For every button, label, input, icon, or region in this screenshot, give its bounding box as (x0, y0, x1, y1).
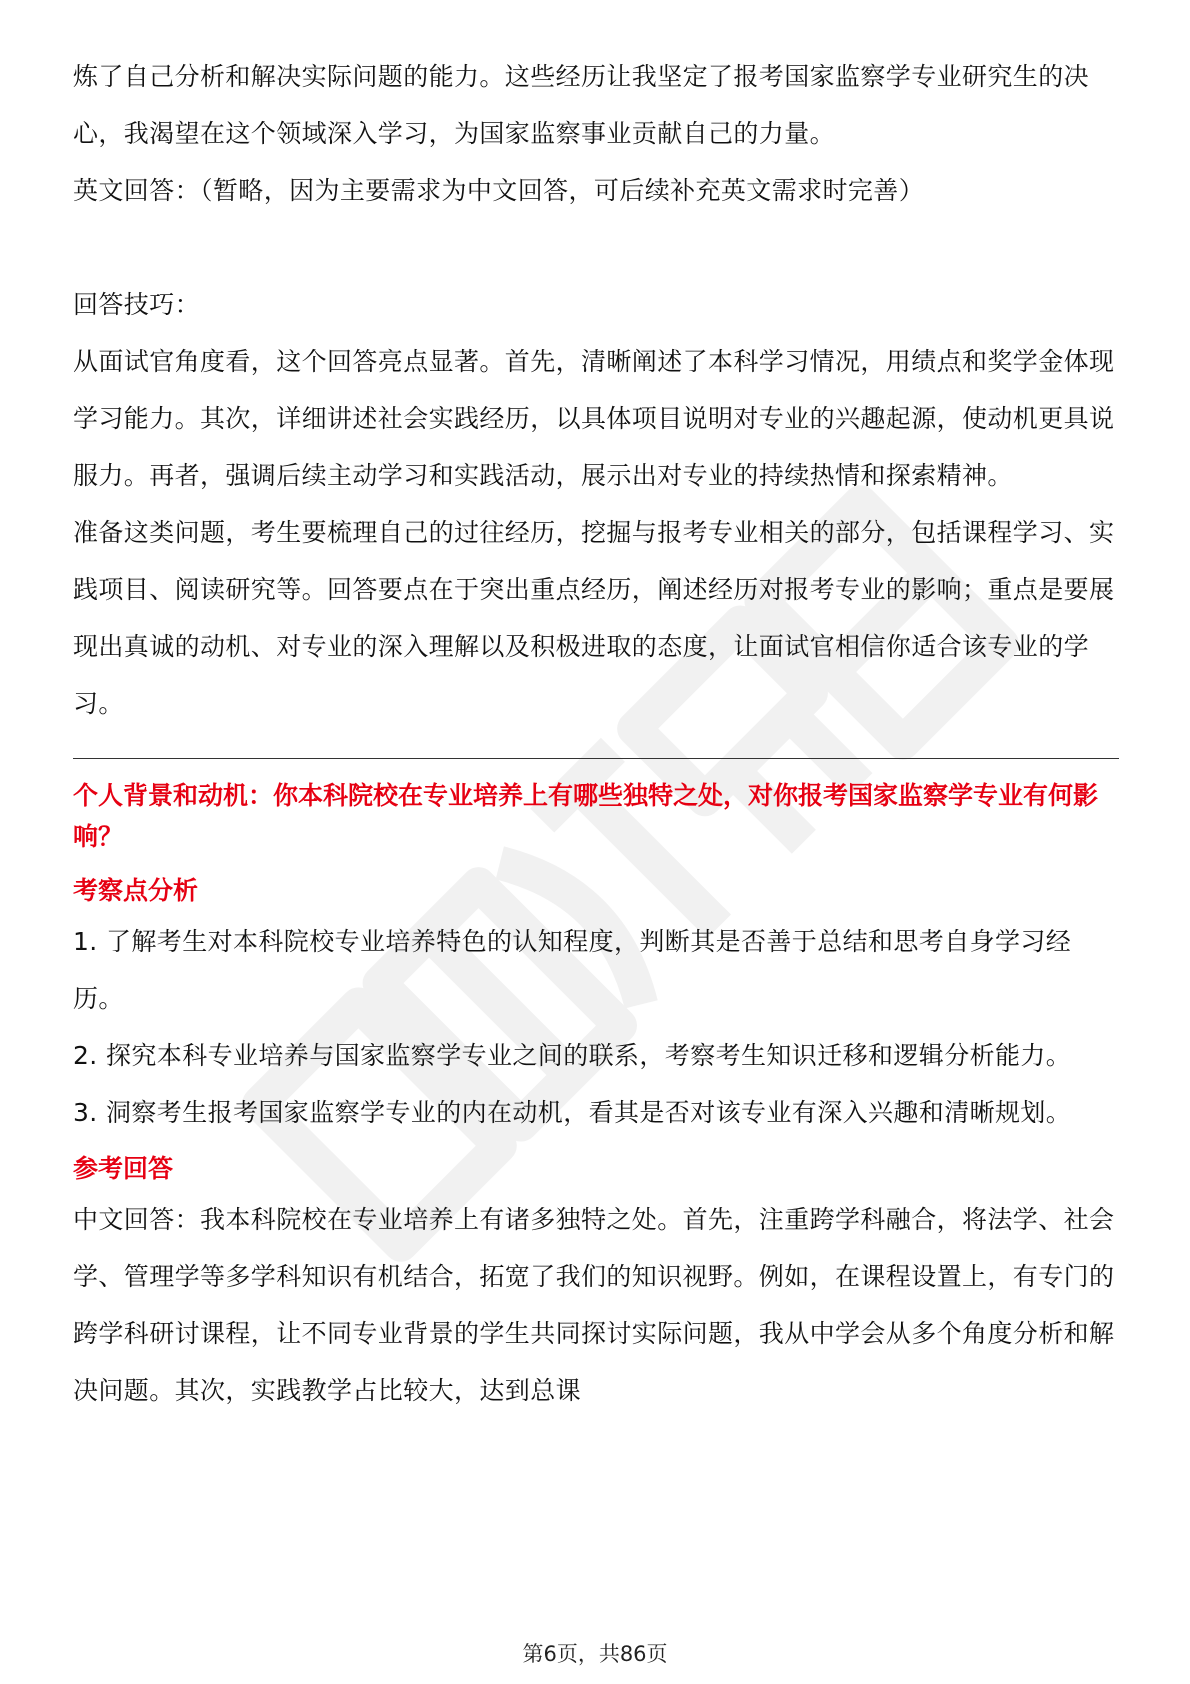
analysis-heading: 考察点分析 (73, 876, 199, 905)
section-divider (73, 758, 1119, 759)
answer-heading: 参考回答 (73, 1154, 174, 1183)
paragraph-english-answer: 英文回答：（暂略，因为主要需求为中文回答，可后续补充英文需求时完善） (73, 176, 925, 205)
tips-title: 回答技巧： (73, 290, 201, 319)
analysis-item-2: 2. 探究本科专业培养与国家监察学专业之间的联系，考察考生知识迁移和逻辑分析能力。 (73, 1041, 1072, 1070)
paragraph-top-1: 炼了自己分析和解决实际问题的能力。这些经历让我坚定了报考国家监察学专业研究生的决心，我渴望在这个领域深入学习，为国家监察事业贡献自己的力量。 (73, 62, 1090, 148)
question-heading: 个人背景和动机：你本科院校在专业培养上有哪些独特之处，对你报考国家监察学专业有何影响？ (73, 781, 1099, 851)
analysis-item-3: 3. 洞察考生报考国家监察学专业的内在动机，看其是否对该专业有深入兴趣和清晰规划。 (73, 1098, 1072, 1127)
answer-paragraph: 中文回答：我本科院校在专业培养上有诸多独特之处。首先，注重跨学科融合，将法学、社会学、管理学等多学科知识有机结合，拓宽了我们的知识视野。例如，在课程设置上，有专门的跨学科研讨课程，让不同专业背景的学生共同探讨实际问题，我从中学会从多个角度分析和解决问题。其次，实践教学占比较大，达到总课 (73, 1205, 1115, 1405)
main-content (73, 48, 1119, 1419)
tips-paragraph-1: 从面试官角度看，这个回答亮点显著。首先，清晰阐述了本科学习情况，用绩点和奖学金体现学习能力。其次，详细讲述社会实践经历，以具体项目说明对专业的兴趣起源，使动机更具说服力。再者，强调后续主动学习和实践活动，展示出对专业的持续热情和探索精神。 (73, 347, 1115, 490)
analysis-item-1: 1. 了解考生对本科院校专业培养特色的认知程度，判断其是否善于总结和思考自身学习经历。 (73, 927, 1072, 1013)
tips-paragraph-2: 准备这类问题，考生要梳理自己的过往经历，挖掘与报考专业相关的部分，包括课程学习、实践项目、阅读研究等。回答要点在于突出重点经历，阐述经历对报考专业的影响；重点是要展现出真诚的动机、对专业的深入理解以及积极进取的态度，让面试官相信你适合该专业的学习。 (73, 518, 1115, 718)
page-number-footer: 第6页，共86页 (522, 1642, 668, 1666)
